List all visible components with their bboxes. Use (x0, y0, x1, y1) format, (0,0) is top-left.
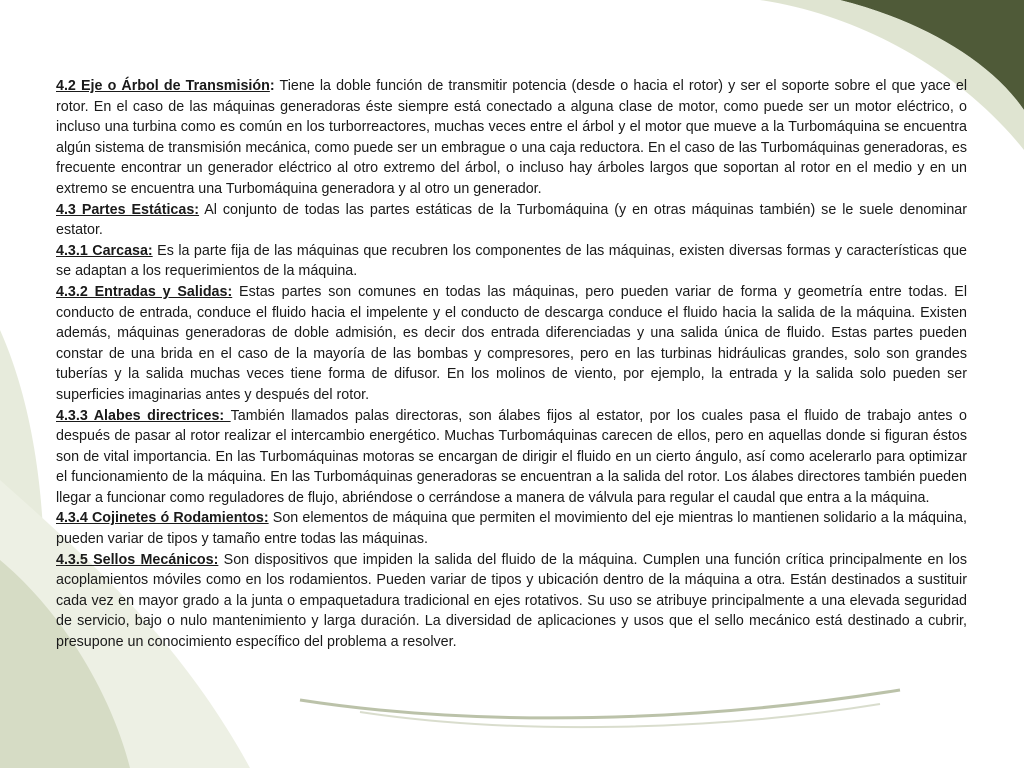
section-4-3-5 (56, 550, 967, 653)
heading-colon: : (269, 78, 275, 94)
body-text (56, 76, 967, 653)
section-body: También llamados palas directoras, son álabes fijos al estator, por los cuales pasa el fluido de trabajo antes o después de pasar al rotor realizar el intercambio energético. Muchas Turbomáquinas carecen de ellos, pero en aquellas donde si figuran éstos son de vital importancia. En las Turbomáquinas motoras se encargan de dirigir el fluido en un cierto ángulo, así como acelerarlo para optimizar el funcionamiento de la máquina. En las Turbomáquinas generadoras se encuentran a la salida del rotor. Los álabes directores también pueden llegar a funcionar como reguladores de flujo, abriéndose o cerrándose a manera de válvula para regular el caudal que entra a la máquina. (56, 407, 967, 506)
section-heading: 4.3.3 Alabes directrices: (56, 407, 231, 424)
section-4-3-1 (56, 241, 967, 282)
section-heading: 4.3.2 Entradas y Salidas: (56, 283, 233, 300)
section-heading: 4.3.5 Sellos Mecánicos: (56, 551, 219, 568)
section-body: Estas partes son comunes en todas las máquinas, pero pueden variar de forma y geometría entre todas. El conducto de entrada, conduce el fluido hacia el impelente y el conducto de descarga conduce el fluido hacia la salida de la máquina. Existen además, máquinas generadoras de doble admisión, es decir dos entrada diferenciadas y una salida única de fluido. Estas partes pueden constar de una brida en el caso de la mayoría de las bombas y compresores, pero en las turbinas hidráulicas grandes, solo son grandes tuberías y la salida muchas veces tiene forma de difusor. En los molinos de viento, por ejemplo, la entrada y la salida solo pueden ser superficies imaginarias antes y después del rotor. (56, 283, 967, 403)
section-4-3-3 (56, 406, 967, 509)
section-body: Son dispositivos que impiden la salida del fluido de la máquina. Cumplen una función crítica principalmente en los acoplamientos móviles como en los rodamientos. Pueden variar de tipos y ubicación dentro de la máquina a otra. Están destinados a sustituir cada vez en mayor grado a la junta o empaquetadura tradicional en ejes rotativos. Su uso se atribuye principalmente a una elevada seguridad de servicio, bajo o nulo mantenimiento y larga duración. La diversidad de aplicaciones y usos que el sello mecánico está destinado a cubrir, presupone un conocimiento específico del problema a resolver. (56, 551, 967, 651)
section-body: Al conjunto de todas las partes estáticas de la Turbomáquina (y en otras máquinas también) se le suele denominar estator. (56, 201, 967, 239)
section-4-3-4 (56, 508, 967, 549)
section-4-3 (56, 200, 967, 241)
section-heading: 4.3 Partes Estáticas: (56, 201, 200, 218)
section-heading: 4.2 Eje o Árbol de Transmisión (56, 78, 270, 94)
section-body: Son elementos de máquina que permiten el movimiento del eje mientras lo mantienen solidario a la máquina, pueden variar de tipos y tamaño entre todas las máquinas. (56, 510, 967, 548)
section-4-2 (56, 76, 967, 200)
section-body: Es la parte fija de las máquinas que recubren los componentes de las máquinas, existen diversas formas y características que se adaptan a los requerimientos de la máquina. (56, 242, 967, 280)
section-4-3-2 (56, 282, 967, 406)
section-heading: 4.3.1 Carcasa: (56, 242, 153, 259)
section-heading: 4.3.4 Cojinetes ó Rodamientos: (56, 510, 269, 527)
section-body: Tiene la doble función de transmitir potencia (desde o hacia el rotor) y ser el soporte sobre el que yace el rotor. En el caso de las máquinas generadoras éste siempre está conectado a alguna clase de motor, como puede ser un motor eléctrico, o incluso una turbina como es común en los turborreactores, muchas veces entre el árbol y el motor que mueve a la Turbomáquina se encuentra algún sistema de transmisión mecánica, como puede ser un embrague o una caja reductora. En el caso de las Turbomáquinas generadoras, es frecuente encontrar un generador eléctrico al otro extremo del árbol, o incluso hay árboles largos que soportan al rotor en el medio y en un extremo se encuentra una Turbomáquina generadora y al otro un generador. (56, 78, 967, 197)
